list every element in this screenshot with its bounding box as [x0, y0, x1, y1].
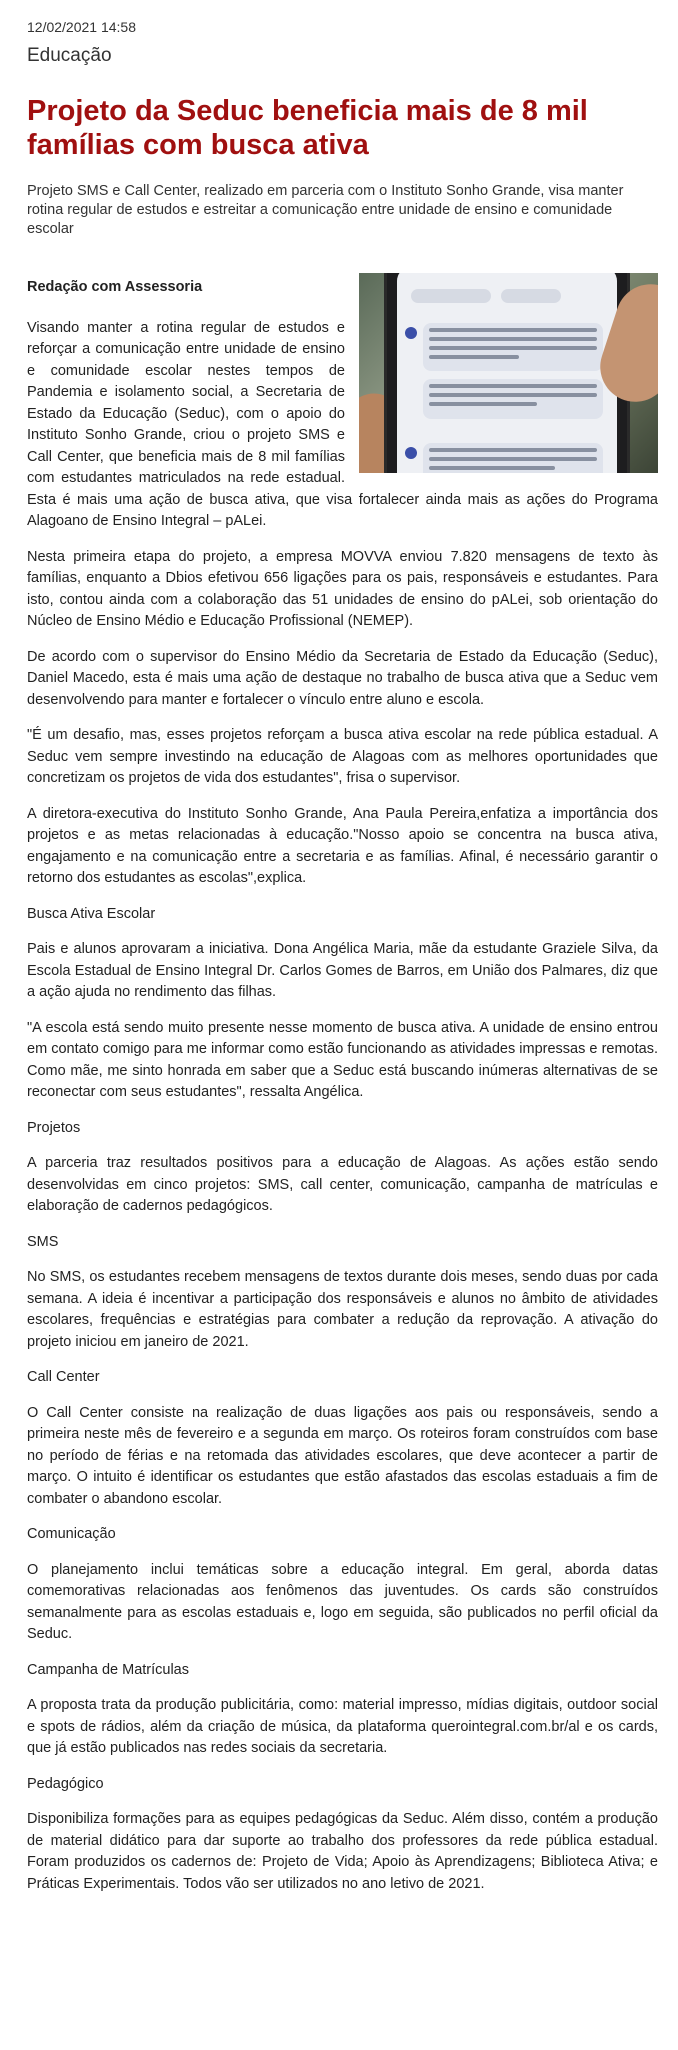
paragraph: Pais e alunos aprovaram a iniciativa. Dona Angélica Maria, mãe da estudante Graziele Silva, da Escola Estadual de Ensino Integral Dr. Carlos Gomes de Barros, em União dos Palmares, diz que a ação ajuda no rendimento das filhas. [27, 941, 658, 1000]
section-heading: Busca Ativa Escolar [27, 905, 156, 922]
paragraph: A diretora-executiva do Instituto Sonho Grande, Ana Paula Pereira,enfatiza a importância dos projetos e as metas relacionadas à educação."Nosso apoio se concentra na busca ativa, engajamento e na comunicação entre a secretaria e as famílias. Afinal, é necessário garantir o retorno dos estudantes as escolas",explica. [27, 805, 658, 886]
publish-date: 12/02/2021 14:58 [27, 19, 136, 35]
sender-avatar-icon [405, 447, 417, 459]
sms-bubble [423, 443, 603, 473]
screen-chip [501, 289, 561, 303]
paragraph: O Call Center consiste na realização de duas ligações aos pais ou responsáveis, sendo a primeira neste mês de fevereiro e a segunda em março. Os roteiros foram construídos com base no período de férias e na retomada das atividades escolares, que deve acontecer a partir de março. O intuito é identificar os estudantes que estão afastados das escolas estaduais a fim de combater o abandono escolar. [27, 1404, 658, 1507]
paragraph: "A escola está sendo muito presente nesse momento de busca ativa. A unidade de ensino entrou em contato comigo para me informar como estão funcionando as atividades impressas e remotas. Como mãe, me sinto honrada em saber que a Seduc está buscando inúmeras alternativas de se reconectar com seus estudantes", ressalta Angélica. [27, 1019, 658, 1100]
section-heading: Call Center [27, 1369, 100, 1385]
paragraph: Nesta primeira etapa do projeto, a empresa MOVVA enviou 7.820 mensagens de texto às famílias, enquanto a Dbios efetivou 656 ligações para os pais, responsáveis e estudantes. Para isto, contou ainda com a colaboração das 51 unidades de ensino do pALei, sob orientação do Núcleo de Ensino Médio e Educação Profissional (NEMEP). [27, 548, 658, 629]
section-heading: Comunicação [27, 1526, 116, 1542]
phone-icon [387, 273, 627, 473]
paragraph: O planejamento inclui temáticas sobre a educação integral. Em geral, aborda datas comemorativas relacionadas aos fenômenos das juventudes. Os cards são construídos semanalmente para as escolas estaduais e, logo em seguida, são publicados no perfil oficial da Seduc. [27, 1561, 658, 1642]
paragraph: A parceria traz resultados positivos para a educação de Alagoas. As ações estão sendo desenvolvidas em cinco projetos: SMS, call center, comunicação, campanha de matrículas e elaboração de cadernos pedagógicos. [27, 1155, 658, 1214]
section-heading: Projetos [27, 1119, 81, 1136]
paragraph: A proposta trata da produção publicitária, como: material impresso, mídias digitais, outdoor social e spots de rádios, além da criação de música, da plataforma querointegral.com.br/al e os cards, que já estão publicados nas redes sociais da secretaria. [27, 1697, 658, 1756]
paragraph: De acordo com o supervisor do Ensino Médio da Secretaria de Estado da Educação (Seduc), Daniel Macedo, esta é mais uma ação de destaque no trabalho de busca ativa que a Seduc vem desenvolvendo para manter e fortalecer o vínculo entre aluno e escola. [27, 648, 658, 708]
sms-bubble [423, 323, 603, 371]
section-heading: Campanha de Matrículas [27, 1661, 189, 1678]
paragraph: Visando manter a rotina regular de estudos e reforçar a comunicação entre unidade de ensino e comunidade escolar nestes tempos de Pandemia e isolamento social, a Secretaria de Estado da Educação (Seduc), com o apoio do Instituto Sonho Grande, criou o projeto SMS e Call Center, que beneficia mais de 8 mil famílias com estudantes matriculados na rede estadual. Esta é mais uma ação de busca ativa, que visa fortalecer ainda mais as ações do Programa Alagoano de Ensino Integral – pALei. [27, 319, 658, 529]
section-heading: Pedagógico [27, 1775, 104, 1792]
paragraph: "É um desafio, mas, esses projetos reforçam a busca ativa escolar na rede pública estadual. A Seduc vem sempre investindo na educação de Alagoas com as melhores oportunidades que concretizam os projetos de vida dos estudantes", frisa o supervisor. [27, 727, 658, 786]
section-heading: SMS [27, 1233, 59, 1250]
article-lead: Projeto SMS e Call Center, realizado em parceria com o Instituto Sonho Grande, visa manter rotina regular de estudos e estreitar a comunicação entre unidade de ensino e comunidade escolar [27, 183, 624, 237]
paragraph: No SMS, os estudantes recebem mensagens de textos durante dois meses, sendo duas por cada semana. A ideia é incentivar a participação dos responsáveis e alunos no âmbito de atividades escolares, frequências e estratégias para combater a redução da reprovação. A ativação do projeto iniciou em janeiro de 2021. [27, 1269, 658, 1350]
sender-avatar-icon [405, 327, 417, 339]
paragraph: Disponibiliza formações para as equipes pedagógicas da Seduc. Além disso, contém a produção de material didático para dar suporte ao trabalho dos professores da rede pública estadual. Foram produzidos os cadernos de: Projeto de Vida; Apoio às Aprendizagens; Biblioteca Ativa; e Práticas Experimentais. Todos vão ser utilizados no ano letivo de 2021. [27, 1811, 658, 1892]
article-title: Projeto da Seduc beneficia mais de 8 mil famílias com busca ativa [27, 95, 588, 161]
phone-sms-photo [359, 273, 658, 473]
author-byline: Redação com Assessoria [27, 279, 203, 295]
screen-chip [411, 289, 491, 303]
article-body [27, 277, 658, 1895]
sms-bubble [423, 379, 603, 419]
phone-screen [397, 273, 617, 473]
category-label[interactable]: Educação [27, 45, 112, 66]
